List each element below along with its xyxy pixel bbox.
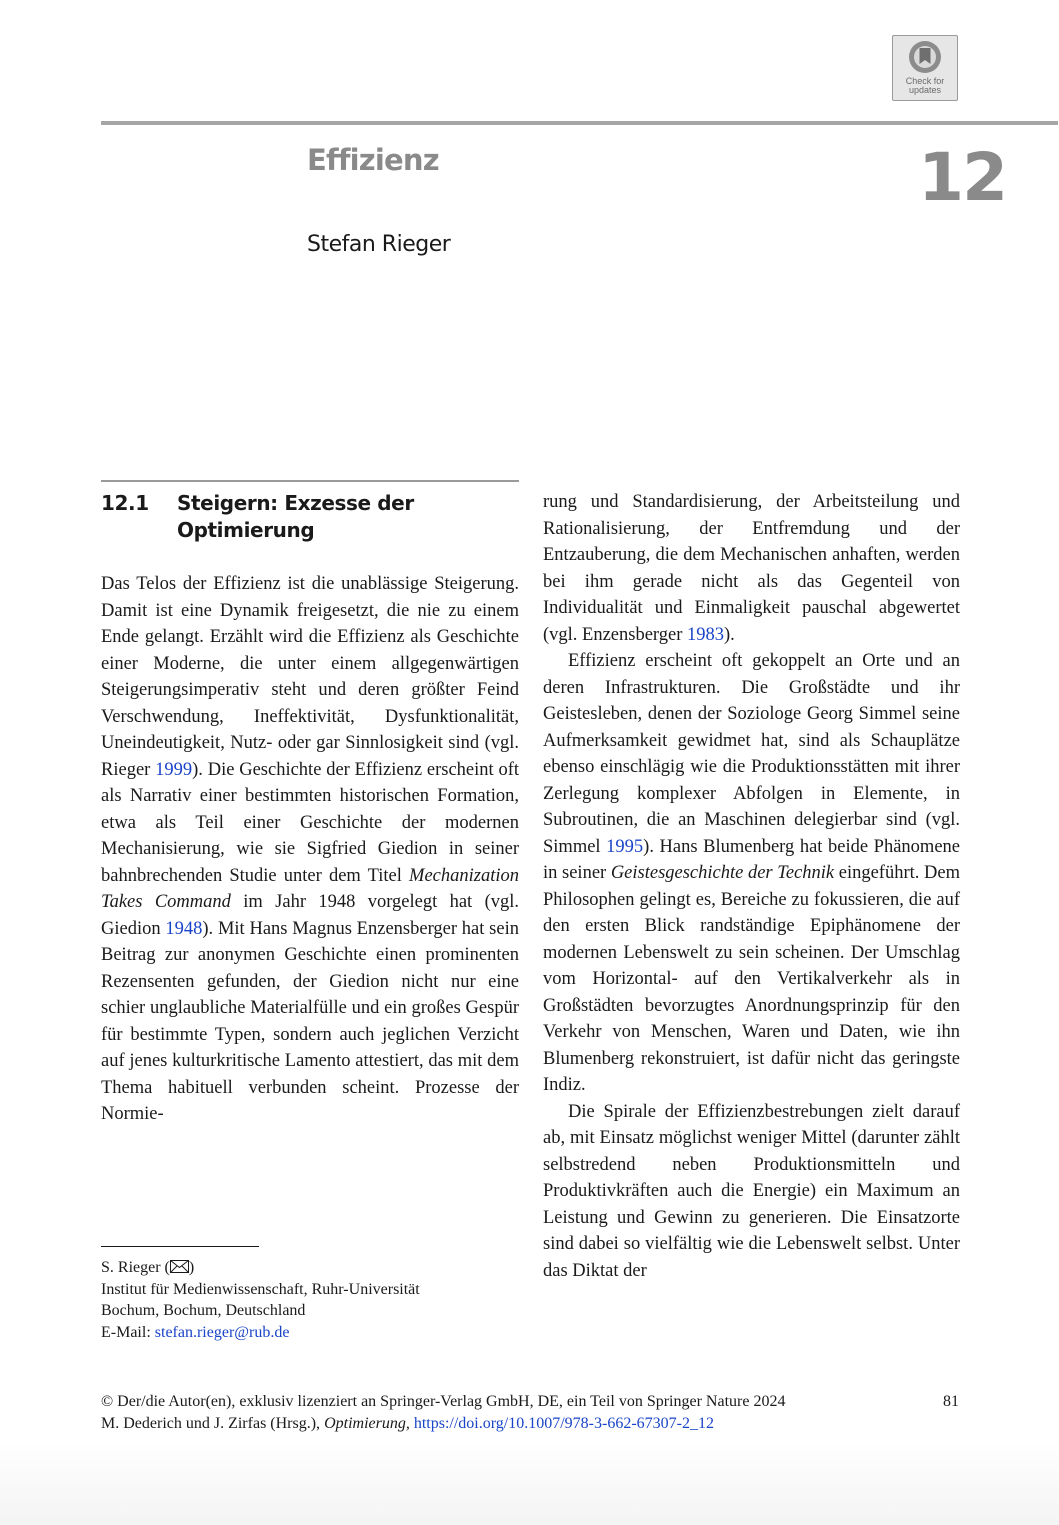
bookmark-check-icon — [907, 39, 943, 75]
doi-link[interactable]: https://doi.org/10.1007/978-3-662-67307-2_12 — [413, 1414, 714, 1432]
check-for-updates-badge[interactable] — [892, 35, 958, 101]
text-run: Das Telos der Effizienz ist die unablässige Steigerung. Damit ist eine Dynamik freigesetzt, die nie zu einem Ende gelangt. Erzählt wird die Effizienz als Geschichte einer Moderne, die unter einem allgegenwärtigen Steigerungsimperativ steht und deren größter Feind Verschwendung, Ineffektivität, Dysfunktionalität, Uneindeutigkeit, Nutz- oder gar Sinnlosigkeit sind (vgl. Rieger — [101, 574, 519, 780]
section-title: Steigern: Exzesse der Optimierung — [177, 491, 414, 542]
footnote-author-line — [101, 1257, 420, 1279]
citation-link[interactable]: 1983 — [687, 624, 725, 645]
section-number: 12.1 — [101, 491, 149, 515]
paragraph — [543, 648, 960, 1099]
email-link[interactable]: stefan.rieger@rub.de — [154, 1323, 290, 1341]
citation-line — [101, 1413, 785, 1435]
footnote-rule — [101, 1246, 259, 1247]
footnote-author: S. Rieger ( — [101, 1259, 170, 1276]
chapter-number: 12 — [918, 139, 1006, 216]
right-text-column — [543, 489, 960, 1284]
footnote-email-line — [101, 1322, 420, 1344]
text-run: eingeführt. Dem Philosophen gelingt es, Bereiche zu fokussieren, die auf den ersten Blick randständige Epiphänomene der modernen Lebenswelt zu sein scheinen. Der Umschlag vom Horizontal- auf den Vertikalverkehr als in Großstädten bevorzugtes Anordnungsprinzip für den Verkehr von Menschen, Waren und Daten, wie ihn Blumenberg rekonstruiert, ist dafür nicht das geringste Indiz. — [543, 863, 960, 1095]
footnote-institute: Institut für Medienwissenschaft, Ruhr-Universität — [101, 1280, 420, 1298]
citation-link[interactable]: 1995 — [606, 836, 644, 857]
page-bottom-shade — [0, 1440, 1059, 1525]
copyright-line: © Der/die Autor(en), exklusiv lizenziert an Springer-Verlag GmbH, DE, ein Teil von Springer Nature 2024 — [101, 1393, 786, 1410]
section-rule — [101, 480, 519, 482]
envelope-icon — [170, 1260, 189, 1273]
author-footnote — [101, 1257, 420, 1343]
book-title: Mechanization Takes Command — [101, 865, 519, 912]
book-title: Optimierung, — [324, 1414, 410, 1432]
citation-link[interactable]: 1948 — [165, 918, 203, 939]
left-text-column — [101, 571, 519, 1128]
paragraph — [101, 571, 519, 1128]
top-rule — [101, 121, 1058, 125]
page-number: 81 — [943, 1393, 959, 1410]
editors: M. Dederich und J. Zirfas (Hrsg.), — [101, 1414, 325, 1432]
text-run: im Jahr 1948 vorgelegt hat (vgl. Giedion — [101, 892, 519, 939]
text-run: rung und Standardisierung, der Arbeitsteilung und Rationalisierung, der Entfremdung und der Entzauberung, die dem Mechanischen anhaften, werden bei ihm gerade nicht als das Gegenteil von Individualität und Einmaligkeit pauschal abgewertet (vgl. Enzensberger — [543, 492, 960, 645]
book-title: Geistesgeschichte der Technik — [610, 863, 835, 883]
text-run: ). Mit Hans Magnus Enzensberger hat sein Beitrag zur anonymen Geschichte einen prominenten Rezensenten gefunden, der Giedion nicht nur eine schier unglaubliche Materialfülle und ein großes Gespür für bestimmte Typen, sondern auch jeglichen Verzicht auf jenes kulturkritische Lamento attestiert, das mit dem Thema habituell verbunden scheint. Prozesse der Normie- — [101, 918, 519, 1124]
email-label: E-Mail: — [101, 1323, 155, 1341]
text-run: ). Hans Blumenberg hat beide Phänomene in seiner — [543, 836, 960, 883]
footnote-city: Bochum, Bochum, Deutschland — [101, 1302, 306, 1319]
chapter-author: Stefan Rieger — [307, 232, 451, 257]
copyright-block — [101, 1391, 785, 1434]
citation-link[interactable]: 1999 — [155, 759, 193, 780]
chapter-title: Effizienz — [307, 143, 439, 177]
footnote-author-close: ) — [188, 1259, 195, 1276]
badge-label: Check for updates — [905, 76, 945, 95]
paragraph: Die Spirale der Effizienzbestrebungen zielt darauf ab, mit Einsatz möglichst weniger Mittel (darunter zählt selbstredend neben Produktionsmitteln und Produktivkräften auch die Energie) ein Maximum an Leistung und Gewinn zu generieren. Die Einsatzorte sind dabei so vielfältig wie die Lebenswelt selbst. Unter das Diktat der — [543, 1101, 960, 1281]
text-run: Effizienz erscheint oft gekoppelt an Orte und an deren Infrastrukturen. Die Großstädte und ihr Geistesleben, denen der Soziologe Georg Simmel seine Aufmerksamkeit gewidmet hat, sind als Schauplätze ebenso einschlägig wie die Produktionsstätten mit ihrer Zerlegung komplexer Abfolgen in Elemente, in Subroutinen, die an Maschinen delegierbar sind (vgl. Simmel — [543, 651, 960, 857]
text-run: ). Die Geschichte der Effizienz erscheint oft als Narrativ einer bestimmten historischen Formation, etwa als Teil einer Geschichte der modernen Mechanisierung, wie sie Sigfried Giedion in seiner bahnbrechenden Studie unter dem Titel — [101, 759, 520, 886]
text-run: ). — [724, 624, 735, 645]
paragraph — [543, 489, 960, 648]
